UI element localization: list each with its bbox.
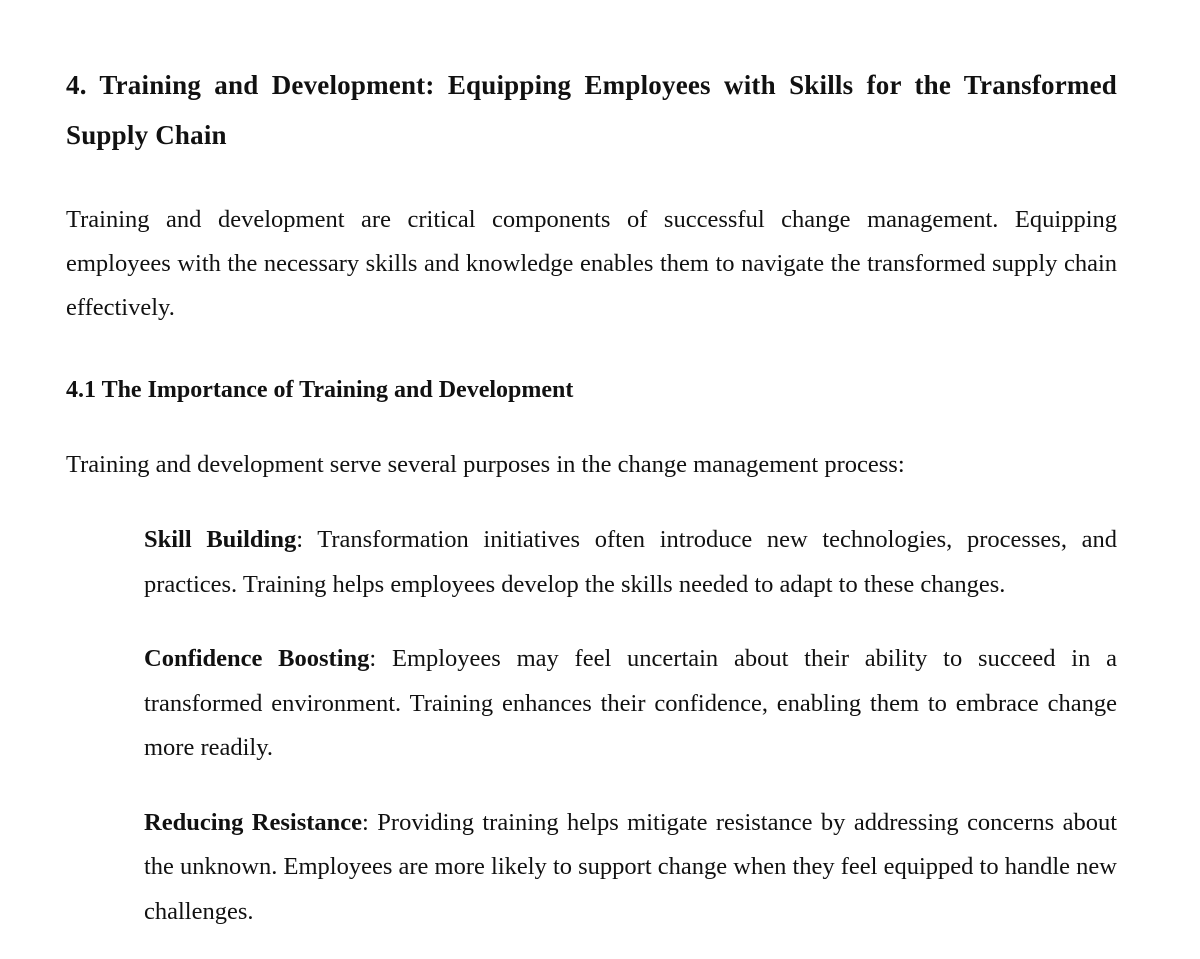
list-item-reducing-resistance: [144, 801, 1117, 935]
list-item-text: : Employees may feel uncertain about their ability to succeed in a transformed environment. Training enhances their confidence, enabling them to embrace change more readily.: [144, 645, 1117, 761]
document-page: [66, 60, 1117, 959]
list-item-term: Skill Building: [144, 526, 297, 553]
subsection-lead-paragraph: Training and development serve several purposes in the change management process:: [66, 451, 905, 478]
list-item-skill-building: [144, 518, 1117, 607]
section-heading: 4. Training and Development: Equipping Employees with Skills for the Transformed Supply Chain: [66, 70, 1117, 150]
subsection-heading: 4.1 The Importance of Training and Development: [66, 377, 574, 403]
list-item-text: : Transformation initiatives often introduce new technologies, processes, and practices. Training helps employees develop the skills needed to adapt to these changes.: [144, 526, 1117, 598]
list-item-term: Reducing Resistance: [144, 808, 363, 836]
list-item-text: : Providing training helps mitigate resistance by addressing concerns about the unknown. Employees are more likely to support change when they feel equipped to handle new challenges.: [144, 808, 1117, 925]
list-item-term: Confidence Boosting: [144, 645, 370, 672]
section-intro-paragraph: Training and development are critical components of successful change management. Equipping employees with the necessary skills and knowledge enables them to navigate the transformed supply chain effectively.: [66, 206, 1117, 321]
list-item-confidence-boosting: [144, 637, 1117, 771]
